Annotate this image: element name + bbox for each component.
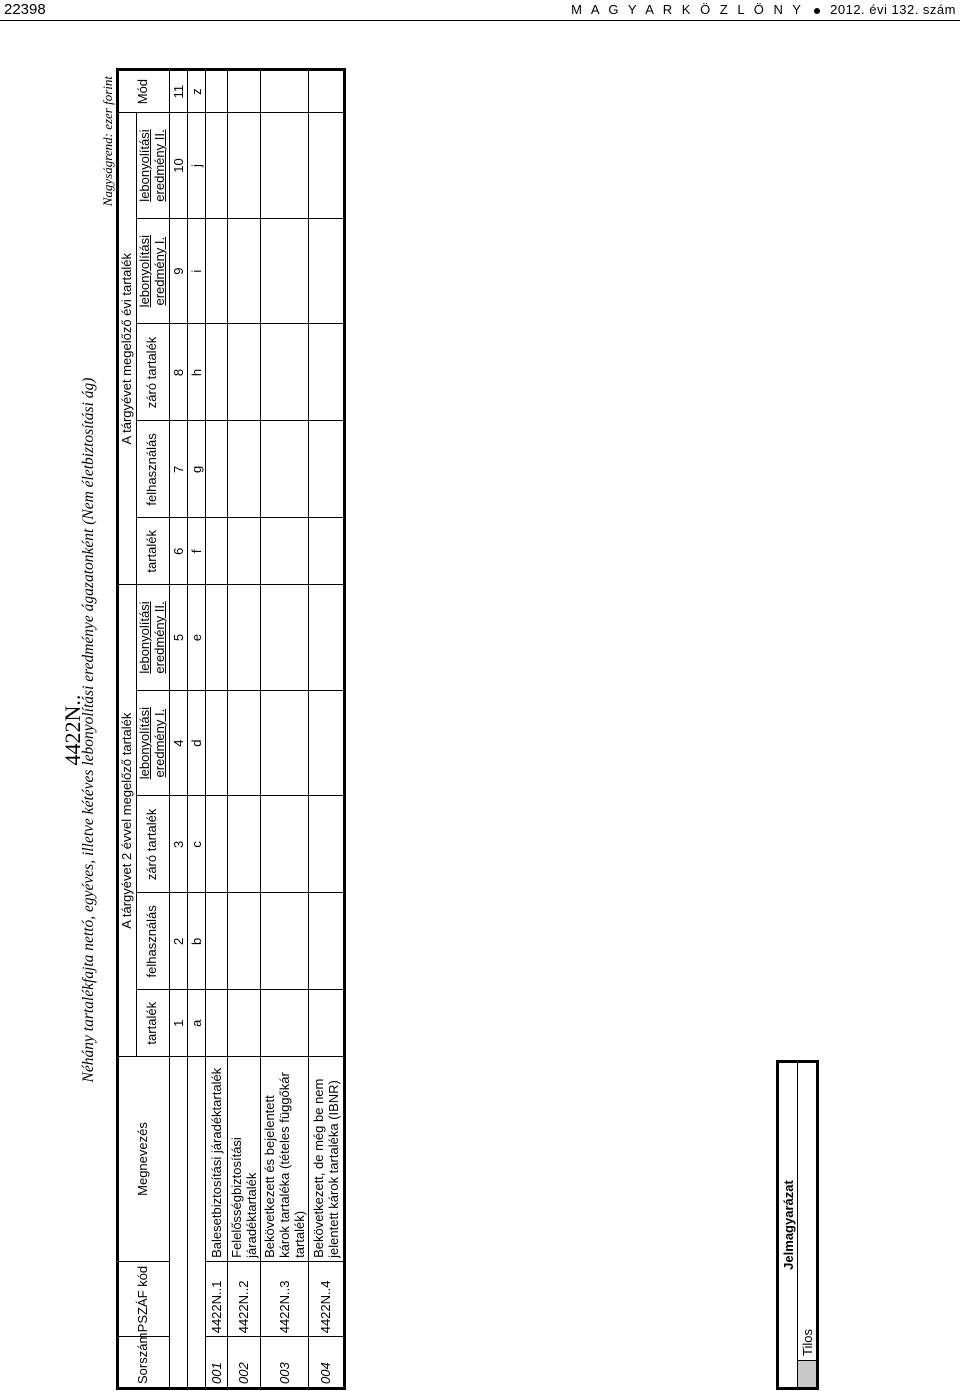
data-cell[interactable] xyxy=(227,690,260,796)
subheader-zaro-tartalek: záró tartalék xyxy=(136,324,169,421)
row-kod: 4422N..3 xyxy=(260,1261,308,1336)
header-group-prev-year: A tárgyévet megelőző évi tartalék xyxy=(118,113,137,585)
data-cell[interactable] xyxy=(205,518,227,585)
data-cell[interactable] xyxy=(227,585,260,691)
data-cell[interactable] xyxy=(227,113,260,219)
data-cell[interactable] xyxy=(227,796,260,893)
row-kod: 4422N..4 xyxy=(308,1261,344,1336)
data-cell[interactable] xyxy=(308,518,344,585)
column-letter: h xyxy=(187,324,205,421)
reserve-table xyxy=(116,68,346,1390)
column-number: 3 xyxy=(169,796,187,893)
data-cell[interactable] xyxy=(260,324,308,421)
header-group-2-years: A tárgyévet 2 évvel megelőző tartalék xyxy=(118,585,137,1057)
data-cell[interactable] xyxy=(308,893,344,990)
subheader-felhasznalas: felhasználás xyxy=(136,893,169,990)
legend-item-label: Tilos xyxy=(798,1062,818,1361)
data-cell[interactable] xyxy=(260,218,308,324)
data-cell[interactable] xyxy=(260,70,308,113)
data-cell[interactable] xyxy=(260,690,308,796)
data-cell[interactable] xyxy=(227,893,260,990)
data-cell[interactable] xyxy=(205,893,227,990)
column-number: 11 xyxy=(169,70,187,113)
data-cell[interactable] xyxy=(205,113,227,219)
header-pszaf-kod: PSZÁF kód xyxy=(118,1261,170,1336)
column-number: 5 xyxy=(169,585,187,691)
data-cell[interactable] xyxy=(260,796,308,893)
data-cell[interactable] xyxy=(260,893,308,990)
data-cell[interactable] xyxy=(260,585,308,691)
data-cell[interactable] xyxy=(205,324,227,421)
data-cell[interactable] xyxy=(205,70,227,113)
page-header xyxy=(0,0,960,21)
column-number: 6 xyxy=(169,518,187,585)
column-letter: a xyxy=(187,990,205,1057)
column-letter-row xyxy=(187,70,205,1389)
column-letter: f xyxy=(187,518,205,585)
row-sorszam: 004 xyxy=(308,1337,344,1389)
issue-label: 2012. évi 132. szám xyxy=(830,2,956,17)
row-kod: 4422N..1 xyxy=(205,1261,227,1336)
rotated-form xyxy=(60,70,920,1390)
empty-cell xyxy=(187,1057,205,1389)
bullet-icon xyxy=(814,8,820,14)
subheader-tartalek: tartalék xyxy=(136,518,169,585)
journal-info xyxy=(571,2,956,17)
data-cell[interactable] xyxy=(308,690,344,796)
data-cell[interactable] xyxy=(205,690,227,796)
column-letter: c xyxy=(187,796,205,893)
data-cell[interactable] xyxy=(205,421,227,518)
column-letter: e xyxy=(187,585,205,691)
data-cell[interactable] xyxy=(260,113,308,219)
data-cell[interactable] xyxy=(205,990,227,1057)
data-cell[interactable] xyxy=(308,990,344,1057)
column-letter: j xyxy=(187,113,205,219)
data-cell[interactable] xyxy=(308,796,344,893)
data-cell[interactable] xyxy=(308,218,344,324)
subheader-tartalek: tartalék xyxy=(136,990,169,1057)
subheader-lebonyolitasi-1: lebonyolítási eredmény I. xyxy=(136,690,169,796)
form-subtitle: Néhány tartalékfajta nettó, egyéves, illetve kétéves lebonyolítási eredménye ágazatonként (Nem életbiztosítási ág) xyxy=(80,377,97,1083)
column-number-row xyxy=(169,70,187,1389)
unit-note: Nagyságrend: ezer forint xyxy=(100,76,115,207)
data-cell[interactable] xyxy=(227,990,260,1057)
table-row xyxy=(260,70,308,1389)
data-cell[interactable] xyxy=(260,990,308,1057)
row-sorszam: 002 xyxy=(227,1337,260,1389)
row-name: Balesetbiztosítási járadéktartalék xyxy=(205,1057,227,1262)
subheader-zaro-tartalek: záró tartalék xyxy=(136,796,169,893)
data-cell[interactable] xyxy=(308,421,344,518)
legend-title: Jelmagyarázat xyxy=(778,1062,798,1389)
column-letter: z xyxy=(187,70,205,113)
row-kod: 4422N..2 xyxy=(227,1261,260,1336)
subheader-lebonyolitasi-2: lebonyolítási eredmény II. xyxy=(136,113,169,219)
subheader-lebonyolitasi-2: lebonyolítási eredmény II. xyxy=(136,585,169,691)
column-letter: g xyxy=(187,421,205,518)
row-name: Bekövetkezett, de még be nem jelentett károk tartaléka (IBNR) xyxy=(308,1057,344,1262)
table-row xyxy=(227,70,260,1389)
header-sorszam: Sorszám xyxy=(118,1337,170,1389)
data-cell[interactable] xyxy=(308,70,344,113)
column-letter: b xyxy=(187,893,205,990)
table-row xyxy=(308,70,344,1389)
data-cell[interactable] xyxy=(227,70,260,113)
column-number: 8 xyxy=(169,324,187,421)
data-cell[interactable] xyxy=(227,421,260,518)
data-cell[interactable] xyxy=(308,585,344,691)
data-cell[interactable] xyxy=(308,324,344,421)
subheader-felhasznalas: felhasználás xyxy=(136,421,169,518)
data-cell[interactable] xyxy=(227,218,260,324)
row-sorszam: 001 xyxy=(205,1337,227,1389)
column-number: 1 xyxy=(169,990,187,1057)
column-number: 10 xyxy=(169,113,187,219)
empty-cell xyxy=(169,1057,187,1389)
data-cell[interactable] xyxy=(260,421,308,518)
header-mod: Mód xyxy=(118,70,170,113)
column-number: 9 xyxy=(169,218,187,324)
subheader-lebonyolitasi-1: lebonyolítási eredmény I. xyxy=(136,218,169,324)
column-number: 7 xyxy=(169,421,187,518)
column-number: 4 xyxy=(169,690,187,796)
journal-name: M A G Y A R K Ö Z L Ö N Y xyxy=(571,2,804,17)
row-name: Felelősségbiztosítási járadéktartalék xyxy=(227,1057,260,1262)
row-name: Bekövetkezett és bejelentett károk tartaléka (tételes függőkár tartalék) xyxy=(260,1057,308,1262)
data-cell[interactable] xyxy=(227,324,260,421)
page-number: 22398 xyxy=(4,1,46,18)
data-cell[interactable] xyxy=(205,218,227,324)
forbidden-swatch xyxy=(798,1361,818,1389)
data-cell[interactable] xyxy=(205,796,227,893)
column-number: 2 xyxy=(169,893,187,990)
form-title: 4422N.. xyxy=(60,694,85,766)
header-megnevezes: Megnevezés xyxy=(118,1057,170,1262)
table-row xyxy=(205,70,227,1389)
data-cell[interactable] xyxy=(205,585,227,691)
row-sorszam: 003 xyxy=(260,1337,308,1389)
column-letter: d xyxy=(187,690,205,796)
data-cell[interactable] xyxy=(227,518,260,585)
legend-table xyxy=(776,1060,819,1390)
data-cell[interactable] xyxy=(308,113,344,219)
column-letter: i xyxy=(187,218,205,324)
data-cell[interactable] xyxy=(260,518,308,585)
